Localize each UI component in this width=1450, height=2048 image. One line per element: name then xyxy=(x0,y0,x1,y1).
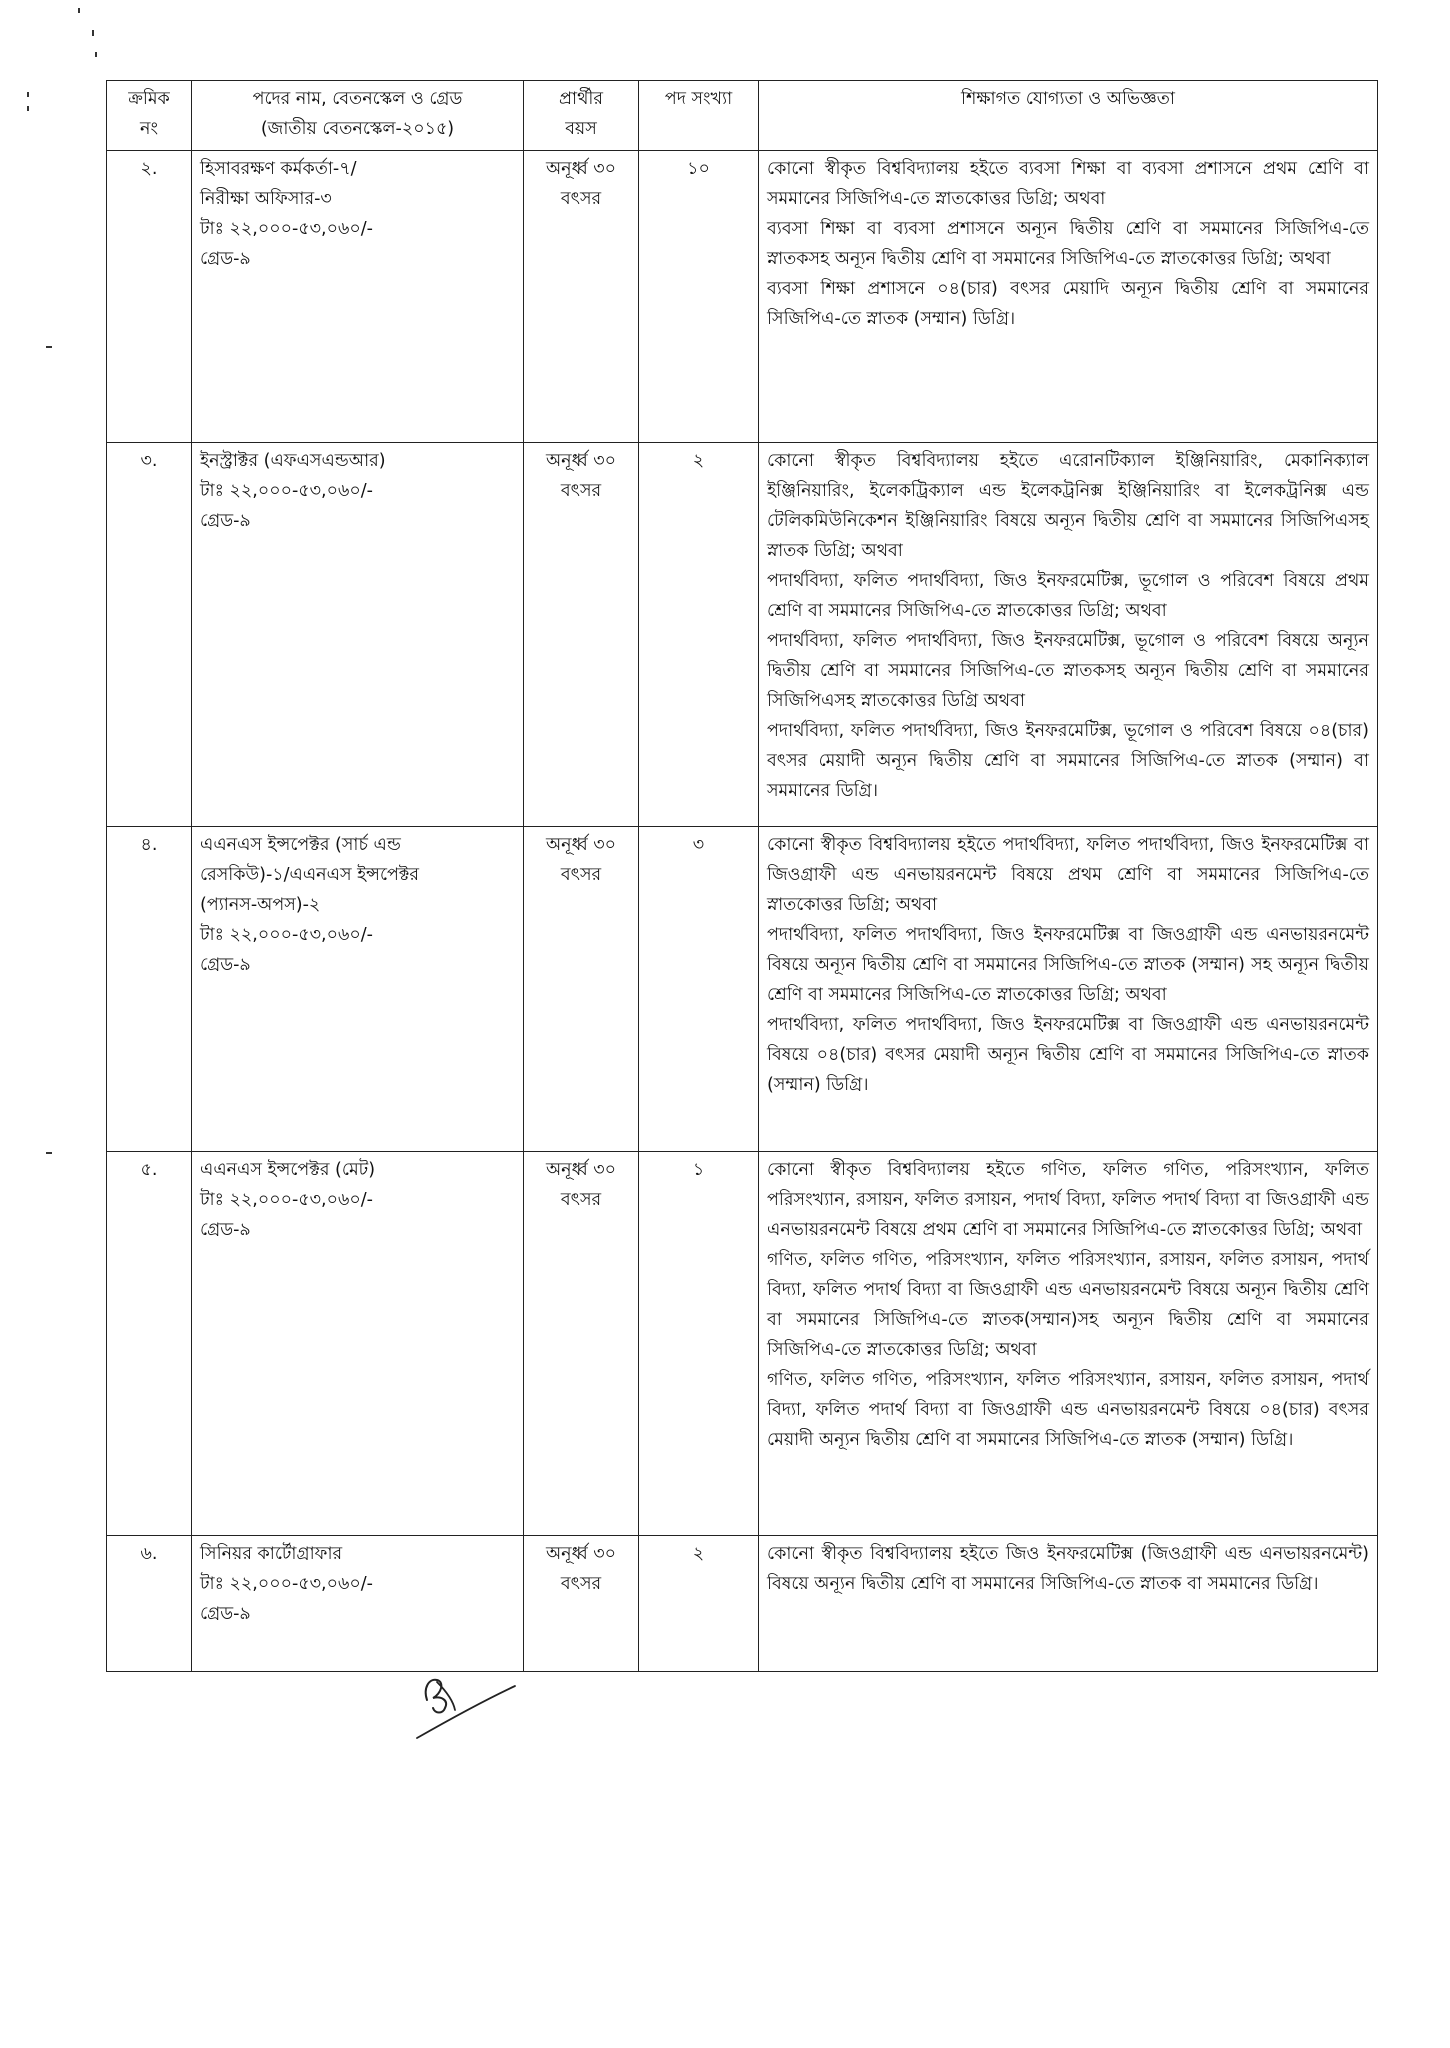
scan-speck xyxy=(46,346,52,348)
cell-serial: ৪. xyxy=(107,827,192,1152)
header-count: পদ সংখ্যা xyxy=(639,81,759,151)
cell-post: এএনএস ইন্সপেক্টর (সার্চ এন্ড রেসকিউ)-১/এএনএস ইন্সপেক্টর (প্যানস-অপস)-২ টাঃ ২২,০০০-৫৩,০৬০/- গ্রেড-৯ xyxy=(192,827,524,1152)
cell-count: ২ xyxy=(639,1536,759,1672)
cell-qualification: কোনো স্বীকৃত বিশ্ববিদ্যালয় হইতে পদার্থবিদ্যা, ফলিত পদার্থবিদ্যা, জিও ইনফরমেটিক্স বা জিওগ্রাফী এন্ড এনভায়রনমেন্ট বিষয়ে প্রথম শ্রেণি বা সমমানের সিজিপিএ-তে স্নাতকোত্তর ডিগ্রি; অথবা পদার্থবিদ্যা, ফলিত পদার্থবিদ্যা, জিও ইনফরমেটিক্স বা জিওগ্রাফী এন্ড এনভায়রনমেন্ট বিষয়ে অন্যূন দ্বিতীয় শ্রেণি বা সমমানের সিজিপিএ-তে স্নাতক (সম্মান) সহ অন্যূন দ্বিতীয় শ্রেণি বা সমমানের সিজিপিএ-তে স্নাতকোত্তর ডিগ্রি; অথবা পদার্থবিদ্যা, ফলিত পদার্থবিদ্যা, জিও ইনফরমেটিক্স বা জিওগ্রাফী এন্ড এনভায়রনমেন্ট বিষয়ে ০৪(চার) বৎসর মেয়াদী অন্যূন দ্বিতীয় শ্রেণি বা সমমানের সিজিপিএ-তে স্নাতক (সম্মান) ডিগ্রি। xyxy=(759,827,1378,1152)
header-post: পদের নাম, বেতনস্কেল ও গ্রেড (জাতীয় বেতনস্কেল-২০১৫) xyxy=(192,81,524,151)
scan-speck xyxy=(46,1152,52,1154)
cell-post: সিনিয়র কার্টোগ্রাফার টাঃ ২২,০০০-৫৩,০৬০/- গ্রেড-৯ xyxy=(192,1536,524,1672)
table-row xyxy=(107,827,1378,1152)
table-row xyxy=(107,1152,1378,1536)
scan-speck xyxy=(78,8,80,13)
cell-age: অনূর্ধ্ব ৩০ বৎসর xyxy=(524,151,639,443)
cell-qualification: কোনো স্বীকৃত বিশ্ববিদ্যালয় হইতে ব্যবসা শিক্ষা বা ব্যবসা প্রশাসনে প্রথম শ্রেণি বা সমমানের সিজিপিএ-তে স্নাতকোত্তর ডিগ্রি; অথবা ব্যবসা শিক্ষা বা ব্যবসা প্রশাসনে অন্যূন দ্বিতীয় শ্রেণি বা সমমানের সিজিপিএ-তে স্নাতকসহ অন্যূন দ্বিতীয় শ্রেণি বা সমমানের সিজিপিএ-তে স্নাতকোত্তর ডিগ্রি; অথবা ব্যবসা শিক্ষা প্রশাসনে ০৪(চার) বৎসর মেয়াদি অন্যূন দ্বিতীয় শ্রেণি বা সমমানের সিজিপিএ-তে স্নাতক (সম্মান) ডিগ্রি। xyxy=(759,151,1378,443)
table-row xyxy=(107,443,1378,827)
table-row xyxy=(107,1536,1378,1672)
job-posts-table xyxy=(106,80,1378,1672)
cell-age: অনূর্ধ্ব ৩০ বৎসর xyxy=(524,827,639,1152)
cell-serial: ৫. xyxy=(107,1152,192,1536)
scan-speck xyxy=(95,52,97,57)
cell-count: ১ xyxy=(639,1152,759,1536)
cell-age: অনূর্ধ্ব ৩০ বৎসর xyxy=(524,1152,639,1536)
header-age: প্রার্থীর বয়স xyxy=(524,81,639,151)
cell-qualification: কোনো স্বীকৃত বিশ্ববিদ্যালয় হইতে এরোনটিক্যাল ইঞ্জিনিয়ারিং, মেকানিক্যাল ইঞ্জিনিয়ারিং, ইলেকট্রিক্যাল এন্ড ইলেকট্রনিক্স ইঞ্জিনিয়ারিং বা ইলেকট্রনিক্স এন্ড টেলিকমিউনিকেশন ইঞ্জিনিয়ারিং বিষয়ে অন্যূন দ্বিতীয় শ্রেণি বা সমমানের সিজিপিএসহ স্নাতক ডিগ্রি; অথবা পদার্থবিদ্যা, ফলিত পদার্থবিদ্যা, জিও ইনফরমেটিক্স, ভূগোল ও পরিবেশ বিষয়ে প্রথম শ্রেণি বা সমমানের সিজিপিএ-তে স্নাতকোত্তর ডিগ্রি; অথবা পদার্থবিদ্যা, ফলিত পদার্থবিদ্যা, জিও ইনফরমেটিক্স, ভূগোল ও পরিবেশ বিষয়ে অন্যূন দ্বিতীয় শ্রেণি বা সমমানের সিজিপিএ-তে স্নাতকসহ অন্যূন দ্বিতীয় শ্রেণি বা সমমানের সিজিপিএসহ স্নাতকোত্তর ডিগ্রি অথবা পদার্থবিদ্যা, ফলিত পদার্থবিদ্যা, জিও ইনফরমেটিক্স, ভূগোল ও পরিবেশ বিষয়ে ০৪(চার) বৎসর মেয়াদী অন্যূন দ্বিতীয় শ্রেণি বা সমমানের সিজিপিএ-তে স্নাতক (সম্মান) বা সমমানের ডিগ্রি। xyxy=(759,443,1378,827)
cell-post: এএনএস ইন্সপেক্টর (মেট) টাঃ ২২,০০০-৫৩,০৬০/- গ্রেড-৯ xyxy=(192,1152,524,1536)
cell-qualification: কোনো স্বীকৃত বিশ্ববিদ্যালয় হইতে জিও ইনফরমেটিক্স (জিওগ্রাফী এন্ড এনভায়রনমেন্ট) বিষয়ে অন্যূন দ্বিতীয় শ্রেণি বা সমমানের সিজিপিএ-তে স্নাতক বা সমমানের ডিগ্রি। xyxy=(759,1536,1378,1672)
scan-speck xyxy=(27,92,29,97)
cell-age: অনূর্ধ্ব ৩০ বৎসর xyxy=(524,443,639,827)
cell-serial: ২. xyxy=(107,151,192,443)
cell-qualification: কোনো স্বীকৃত বিশ্ববিদ্যালয় হইতে গণিত, ফলিত গণিত, পরিসংখ্যান, ফলিত পরিসংখ্যান, রসায়ন, ফলিত রসায়ন, পদার্থ বিদ্যা, ফলিত পদার্থ বিদ্যা বা জিওগ্রাফী এন্ড এনভায়রনমেন্ট বিষয়ে প্রথম শ্রেণি বা সমমানের সিজিপিএ-তে স্নাতকোত্তর ডিগ্রি; অথবা গণিত, ফলিত গণিত, পরিসংখ্যান, ফলিত পরিসংখ্যান, রসায়ন, ফলিত রসায়ন, পদার্থ বিদ্যা, ফলিত পদার্থ বিদ্যা বা জিওগ্রাফী এন্ড এনভায়রনমেন্ট বিষয়ে অন্যূন দ্বিতীয় শ্রেণি বা সমমানের সিজিপিএ-তে স্নাতক(সম্মান)সহ অন্যূন দ্বিতীয় শ্রেণি বা সমমানের সিজিপিএ-তে স্নাতকোত্তর ডিগ্রি; অথবা গণিত, ফলিত গণিত, পরিসংখ্যান, ফলিত পরিসংখ্যান, রসায়ন, ফলিত রসায়ন, পদার্থ বিদ্যা, ফলিত পদার্থ বিদ্যা বা জিওগ্রাফী এন্ড এনভায়রনমেন্ট বিষয়ে ০৪(চার) বৎসর মেয়াদী অন্যূন দ্বিতীয় শ্রেণি বা সমমানের সিজিপিএ-তে স্নাতক (সম্মান) ডিগ্রি। xyxy=(759,1152,1378,1536)
scan-speck xyxy=(92,30,94,36)
cell-post: ইনস্ট্রাক্টর (এফএসএন্ডআর) টাঃ ২২,০০০-৫৩,০৬০/- গ্রেড-৯ xyxy=(192,443,524,827)
cell-count: ১০ xyxy=(639,151,759,443)
cell-serial: ৬. xyxy=(107,1536,192,1672)
table-header-row xyxy=(107,81,1378,151)
cell-post: হিসাবরক্ষণ কর্মকর্তা-৭/ নিরীক্ষা অফিসার-৩ টাঃ ২২,০০০-৫৩,০৬০/- গ্রেড-৯ xyxy=(192,151,524,443)
cell-count: ২ xyxy=(639,443,759,827)
header-serial: ক্রমিক নং xyxy=(107,81,192,151)
cell-serial: ৩. xyxy=(107,443,192,827)
handwritten-signature xyxy=(415,1660,525,1740)
scan-speck xyxy=(27,106,29,111)
cell-age: অনূর্ধ্ব ৩০ বৎসর xyxy=(524,1536,639,1672)
cell-count: ৩ xyxy=(639,827,759,1152)
header-qualification: শিক্ষাগত যোগ্যতা ও অভিজ্ঞতা xyxy=(759,81,1378,151)
table-row xyxy=(107,151,1378,443)
